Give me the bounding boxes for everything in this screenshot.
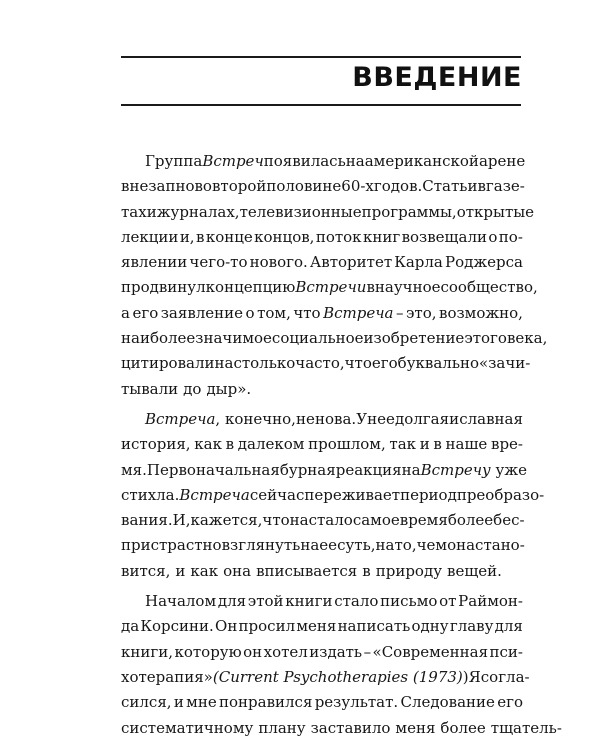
word: открытые: [456, 202, 535, 221]
word: социальное: [271, 329, 364, 348]
word: письмо: [380, 592, 438, 611]
word: суть,: [337, 536, 376, 555]
text-line: [121, 149, 526, 174]
word: что: [262, 511, 290, 530]
word: реакция: [335, 460, 402, 479]
word: его: [132, 303, 159, 322]
word: настолько: [214, 354, 296, 373]
word: вписывается: [256, 561, 358, 580]
word: долгая: [395, 409, 450, 428]
text-line: [121, 301, 523, 326]
word: одну: [411, 617, 449, 636]
word: возможно,: [439, 303, 523, 322]
text-line: [121, 200, 535, 225]
word: годов.: [373, 177, 423, 196]
word: более: [440, 718, 486, 737]
text-line: [121, 432, 523, 457]
word: сился,: [121, 693, 172, 712]
word: о: [488, 227, 498, 246]
word: Он: [215, 617, 238, 636]
word: то,: [394, 536, 417, 555]
word: поток: [315, 227, 362, 246]
text-line: [121, 559, 523, 584]
word: издать: [309, 642, 363, 661]
word: меня: [395, 718, 436, 737]
word: на: [300, 536, 320, 555]
word: что: [344, 354, 372, 373]
text-line: [121, 275, 538, 300]
word: более: [447, 511, 494, 530]
word: вания.: [121, 511, 173, 530]
text-line: [121, 533, 523, 558]
word: наше: [445, 435, 488, 454]
word: вещей.: [447, 561, 502, 580]
word: второй: [211, 177, 267, 196]
word: нее: [367, 409, 395, 428]
word: Карла: [394, 253, 443, 272]
word: заявление: [160, 303, 244, 322]
text-line: [121, 640, 523, 665]
word: как: [190, 561, 219, 580]
word: «зачи-: [479, 354, 531, 373]
word: заставило: [310, 718, 391, 737]
word: славная: [459, 409, 523, 428]
word: цитировали: [121, 354, 215, 373]
text-line: [121, 690, 523, 715]
word: У: [356, 409, 368, 428]
word: на: [401, 460, 421, 479]
text-line: [121, 458, 528, 483]
word: в: [433, 435, 442, 454]
word: и: [146, 202, 157, 221]
word: Встречу уже: [420, 460, 528, 479]
body-text: [121, 149, 562, 741]
word: для: [217, 592, 247, 611]
word: главу: [449, 617, 494, 636]
word: так: [389, 435, 417, 454]
word: Встреч: [202, 152, 264, 170]
word: концепцию: [205, 278, 296, 297]
word: далеком: [237, 435, 305, 454]
word: на: [345, 152, 365, 170]
word: переживает: [304, 485, 401, 504]
word: этого: [464, 329, 507, 348]
text-line: [121, 225, 523, 250]
word: Началом: [145, 592, 217, 611]
word: во: [194, 177, 212, 196]
word: Я: [468, 667, 481, 686]
text-line: [121, 174, 523, 199]
top-rule: [121, 56, 521, 58]
word: не: [296, 409, 315, 428]
text-line: [121, 614, 523, 639]
word: бурная: [279, 460, 336, 479]
word: возвещали: [401, 227, 487, 246]
word: часто,: [295, 354, 345, 373]
word: стихла.: [121, 485, 180, 504]
word: написать: [337, 617, 411, 636]
word: тщатель-: [490, 718, 562, 737]
word: на: [375, 536, 395, 555]
word: период: [400, 485, 457, 504]
word: Встреча: [179, 485, 250, 504]
word: да: [121, 617, 140, 636]
word: лекции: [121, 227, 179, 246]
word: тах: [121, 202, 147, 221]
text-line: [121, 508, 523, 533]
word: его: [371, 354, 398, 373]
word: мне: [186, 693, 217, 712]
word: понравился: [219, 693, 313, 712]
word: по-: [498, 227, 523, 246]
word: меня: [296, 617, 337, 636]
word: и: [175, 561, 186, 580]
word: половине: [266, 177, 342, 196]
word: продвинул: [121, 278, 206, 297]
word: Роджерса: [444, 253, 523, 272]
word: изобретение: [363, 329, 465, 348]
word: появилась: [263, 152, 346, 170]
word: Следование: [400, 693, 495, 712]
word: а: [121, 303, 130, 322]
word: она: [223, 561, 252, 580]
word: пристрастно: [121, 536, 222, 555]
word: века,: [506, 329, 548, 348]
word: И,: [172, 511, 191, 530]
word: Авторитет: [309, 253, 393, 272]
word: журналах,: [156, 202, 240, 221]
word: согла-: [480, 667, 530, 686]
word: нова.: [314, 409, 357, 428]
word: чем: [416, 536, 448, 555]
word: Первоначальная: [146, 460, 280, 479]
word: кажется,: [190, 511, 263, 530]
word: и: [449, 409, 460, 428]
word: история,: [121, 435, 191, 454]
word: и: [173, 693, 184, 712]
word: тывали: [121, 379, 179, 398]
word: Встреча, конечно,: [145, 409, 296, 428]
word: что: [293, 303, 321, 322]
word: вре-: [491, 435, 523, 454]
word: стало: [334, 592, 379, 611]
word: от: [439, 592, 457, 611]
word: Раймон-: [458, 592, 523, 611]
word: бес-: [493, 511, 525, 530]
word: и: [419, 435, 430, 454]
word: о: [245, 303, 255, 322]
word: плану: [258, 718, 306, 737]
word: газе-: [485, 177, 525, 196]
chapter-heading: ВВЕДЕНИЕ: [352, 62, 522, 93]
word: конце: [205, 227, 253, 246]
word: научное: [374, 278, 441, 297]
text-line: [121, 250, 523, 275]
word: буквально: [397, 354, 480, 373]
word: Встречи: [295, 278, 367, 297]
word: прошлом,: [308, 435, 386, 454]
text-line: [121, 351, 531, 376]
word: вится,: [121, 561, 171, 580]
word: в: [225, 435, 235, 454]
word: в: [195, 227, 205, 246]
word: которую: [174, 642, 242, 661]
word: стано-: [475, 536, 525, 555]
word: том,: [257, 303, 291, 322]
word: в: [362, 561, 371, 580]
word: природу: [375, 561, 443, 580]
word: сейчас: [249, 485, 305, 504]
word: этой: [247, 592, 284, 611]
word: взглянуть: [221, 536, 301, 555]
word: дыр».: [206, 379, 252, 398]
word: преобразо-: [456, 485, 545, 504]
word: –: [396, 303, 404, 322]
paragraph: [121, 149, 548, 402]
word: как: [194, 435, 222, 454]
word: программы,: [361, 202, 457, 221]
word: и,: [179, 227, 195, 246]
word: его: [497, 693, 523, 712]
word: результат.: [314, 693, 399, 712]
word: американской: [364, 152, 479, 170]
text-line: [121, 407, 523, 432]
word: концов,: [254, 227, 315, 246]
bottom-rule: [121, 104, 521, 106]
word: он: [243, 642, 263, 661]
word: Корсини.: [140, 617, 214, 636]
word: в: [477, 177, 486, 196]
word: она: [447, 536, 476, 555]
word: для: [494, 617, 523, 636]
paragraph: [121, 589, 562, 741]
word: просил: [238, 617, 296, 636]
text-line: [121, 665, 530, 690]
word: Группа: [145, 152, 203, 170]
word: ее: [319, 536, 338, 555]
word: сообщество,: [440, 278, 538, 297]
word: книг: [362, 227, 401, 246]
word: арене: [478, 152, 526, 170]
word: значимое: [195, 329, 272, 348]
text-line: [121, 483, 545, 508]
word: время: [399, 511, 448, 530]
word: «Современная: [372, 642, 489, 661]
text-line: [121, 377, 523, 402]
word: чего-то: [189, 253, 248, 272]
word: хотел: [263, 642, 308, 661]
word: наиболее: [121, 329, 196, 348]
text-line: [121, 716, 562, 741]
word: книги,: [121, 642, 173, 661]
word: систематичному: [121, 718, 254, 737]
word: пси-: [489, 642, 523, 661]
word: хотерапия»: [121, 667, 213, 686]
word: –: [363, 642, 372, 661]
text-line: [121, 589, 523, 614]
paragraph: [121, 407, 545, 584]
word: телевизионные: [239, 202, 362, 221]
word: 60-х: [341, 177, 374, 196]
word: Статьи: [422, 177, 478, 196]
word: в: [366, 278, 375, 297]
word: это,: [406, 303, 437, 322]
word: книги: [285, 592, 333, 611]
word: (Current Psychotherapies (1973)): [212, 667, 469, 686]
word: самое: [352, 511, 400, 530]
word: до: [183, 379, 202, 398]
word: явлении: [121, 253, 188, 272]
word: нового.: [249, 253, 308, 272]
word: Встреча: [323, 303, 394, 322]
word: внезапно: [121, 177, 195, 196]
word: мя.: [121, 460, 147, 479]
word: настало: [289, 511, 353, 530]
text-line: [121, 326, 548, 351]
